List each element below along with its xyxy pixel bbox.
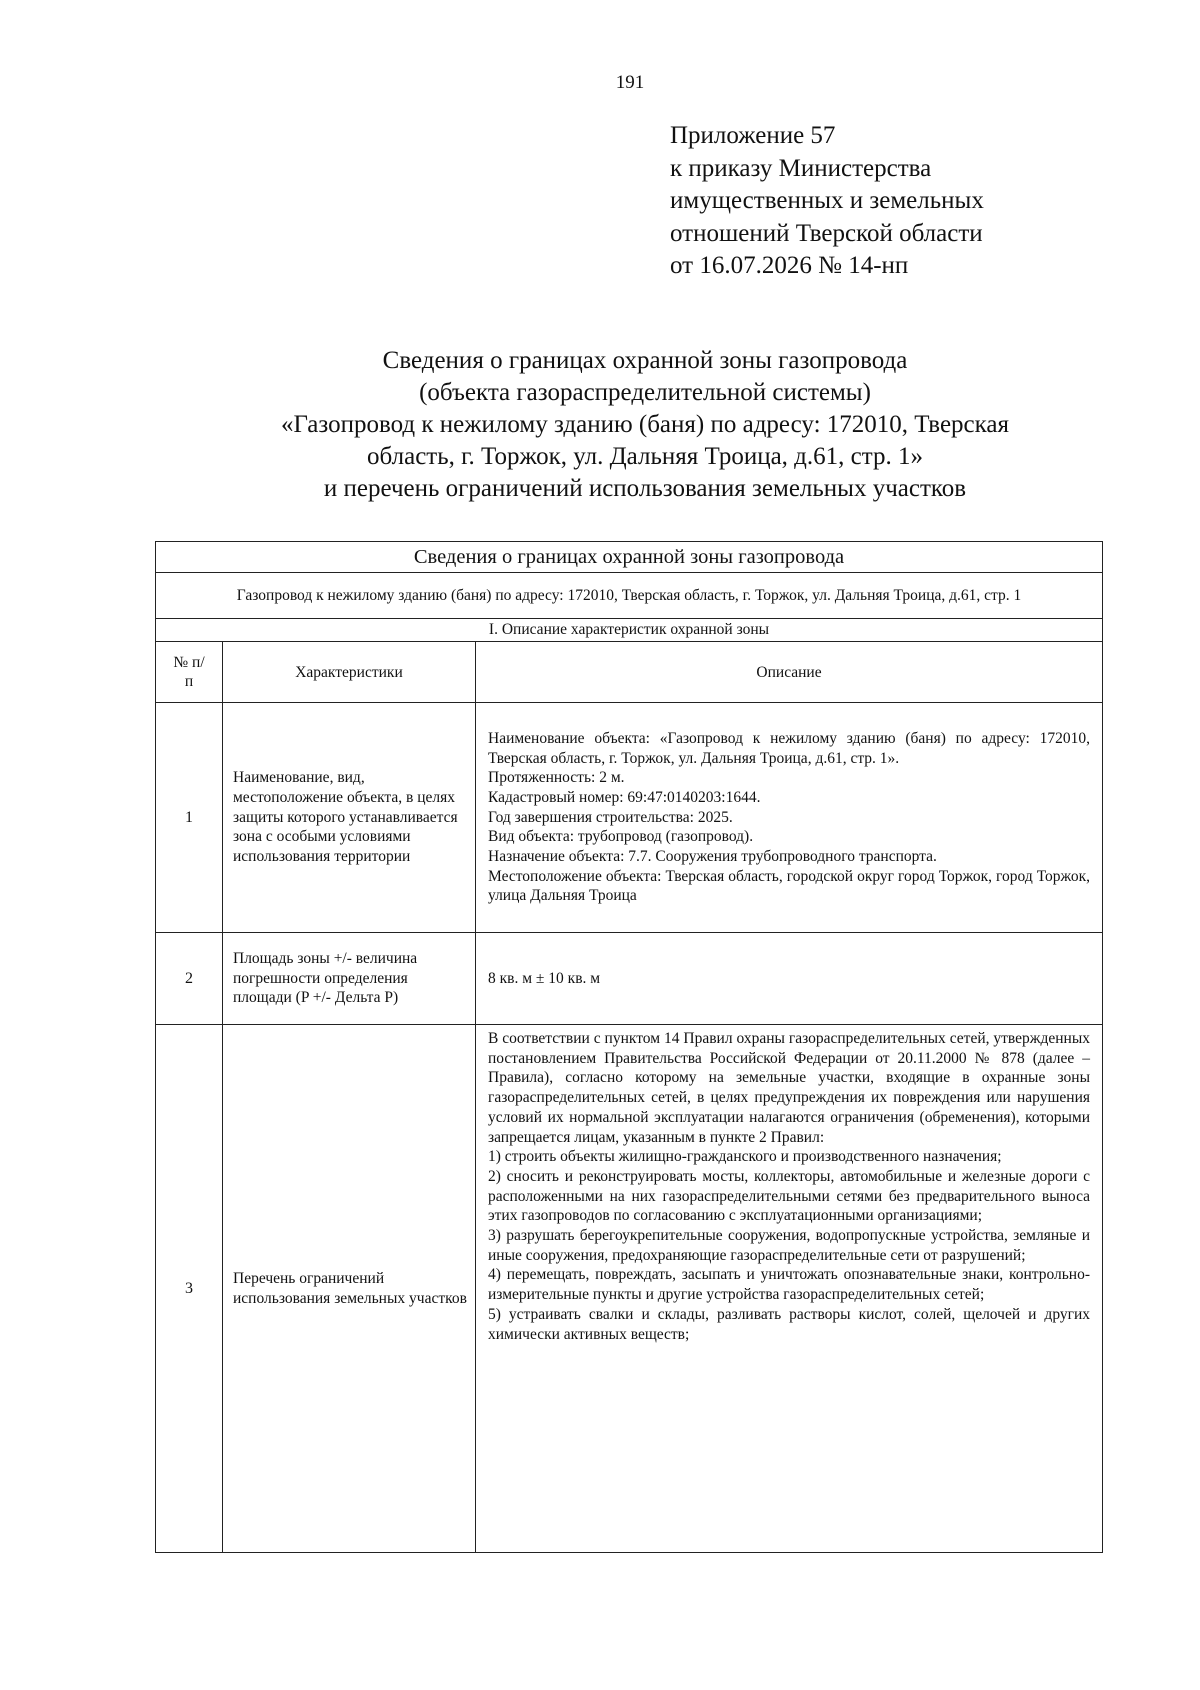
appendix-line: к приказу Министерства (670, 154, 932, 182)
description-paragraph: 4) перемещать, повреждать, засыпать и уничтожать опознавательные знаки, контрольно-измерительные пункты и другие устройства газораспределительных сетей; (488, 1266, 1091, 1304)
description-line: Местоположение объекта: Тверская область, городской округ город Торжок, город Торжок, улица Дальняя Троица (488, 867, 1091, 905)
row-number: 2 (156, 933, 223, 1025)
description-line: Назначение объекта: 7.7. Сооружения трубопроводного транспорта. (488, 848, 937, 866)
table-row (156, 933, 1103, 1025)
row-description (476, 703, 1103, 933)
heading-line: область, г. Торжок, ул. Дальняя Троица, д.61, стр. 1» (367, 443, 923, 470)
appendix-line: имущественных и земельных (670, 187, 984, 214)
appendix-line: Приложение 57 (670, 122, 836, 149)
row-characteristic: Перечень ограничений использования земельных участков (223, 1025, 476, 1553)
appendix-block (670, 120, 984, 283)
table-object-name: Газопровод к нежилому зданию (баня) по адресу: 172010, Тверская область, г. Торжок, ул. Дальняя Троица, д.61, стр. 1 (156, 573, 1103, 619)
description-paragraph: 3) разрушать берегоукрепительные сооружения, водопропускные устройства, земляные и иные сооружения, предохраняющие газораспределительные сети от разрушений; (488, 1227, 1091, 1264)
row-characteristic: Площадь зоны +/- величина погрешности определения площади (P +/- Дельта P) (223, 933, 476, 1025)
description-line: 8 кв. м ± 10 кв. м (488, 969, 601, 987)
appendix-line: от 16.07.2026 № 14-нп (670, 252, 909, 279)
row-characteristic: Наименование, вид, местоположение объекта, в целях защиты которого устанавливается зона с особыми условиями использования территории (223, 703, 476, 933)
document-heading (130, 345, 1160, 505)
table-row (156, 1025, 1103, 1553)
page-number: 191 (615, 72, 645, 93)
header-characteristic: Характеристики (223, 642, 476, 703)
heading-line: (объекта газораспределительной системы) (419, 379, 871, 406)
table-section-title: I. Описание характеристик охранной зоны (156, 619, 1103, 642)
heading-line: и перечень ограничений использования земельных участков (323, 475, 967, 502)
row-number: 3 (156, 1025, 223, 1553)
header-num: № п/п (156, 642, 223, 703)
header-description: Описание (476, 642, 1103, 703)
description-line: Год завершения строительства: 2025. (488, 808, 733, 826)
description-line: Вид объекта: трубопровод (газопровод). (488, 828, 754, 846)
row-number: 1 (156, 703, 223, 933)
row-description (476, 1025, 1103, 1553)
description-paragraph: 5) устраивать свалки и склады, разливать растворы кислот, солей, щелочей и других химически активных веществ; (488, 1305, 1091, 1343)
description-line: Кадастровый номер: 69:47:0140203:1644. (488, 788, 761, 806)
description-paragraph: В соответствии с пунктом 14 Правил охраны газораспределительных сетей, утвержденных постановлением Правительства Российской Федерации от 20.11.2000 № 878 (далее – Правила), согласно которому на земельные участки, входящие в охранные зоны газораспределительных сетей, в целях предупреждения их повреждения или нарушения условий их нормальной эксплуатации налагаются ограничения (обременения), которыми запрещается лицам, указанным в пункте 2 Правил: (488, 1030, 1091, 1146)
heading-line: «Газопровод к нежилому зданию (баня) по адресу: 172010, Тверская (280, 411, 1010, 438)
table-row (156, 703, 1103, 933)
description-line: Наименование объекта: «Газопровод к нежилому зданию (баня) по адресу: 172010, Тверская область, г. Торжок, ул. Дальняя Троица, д.61, стр. 1». (488, 729, 1091, 767)
row-description (476, 933, 1103, 1025)
zone-info-table (155, 541, 1103, 1553)
description-paragraph: 2) сносить и реконструировать мосты, коллекторы, автомобильные и железные дороги с расположенными на них газораспределительными сетями без предварительного выноса этих газопроводов по согласованию с эксплуатационными организациями; (488, 1167, 1091, 1225)
appendix-line: отношений Тверской области (670, 219, 983, 247)
table-title: Сведения о границах охранной зоны газопровода (156, 542, 1103, 573)
description-line: Протяженность: 2 м. (488, 769, 625, 787)
description-paragraph: 1) строить объекты жилищно-гражданского и производственного назначения; (488, 1148, 1002, 1166)
heading-line: Сведения о границах охранной зоны газопровода (382, 347, 908, 374)
